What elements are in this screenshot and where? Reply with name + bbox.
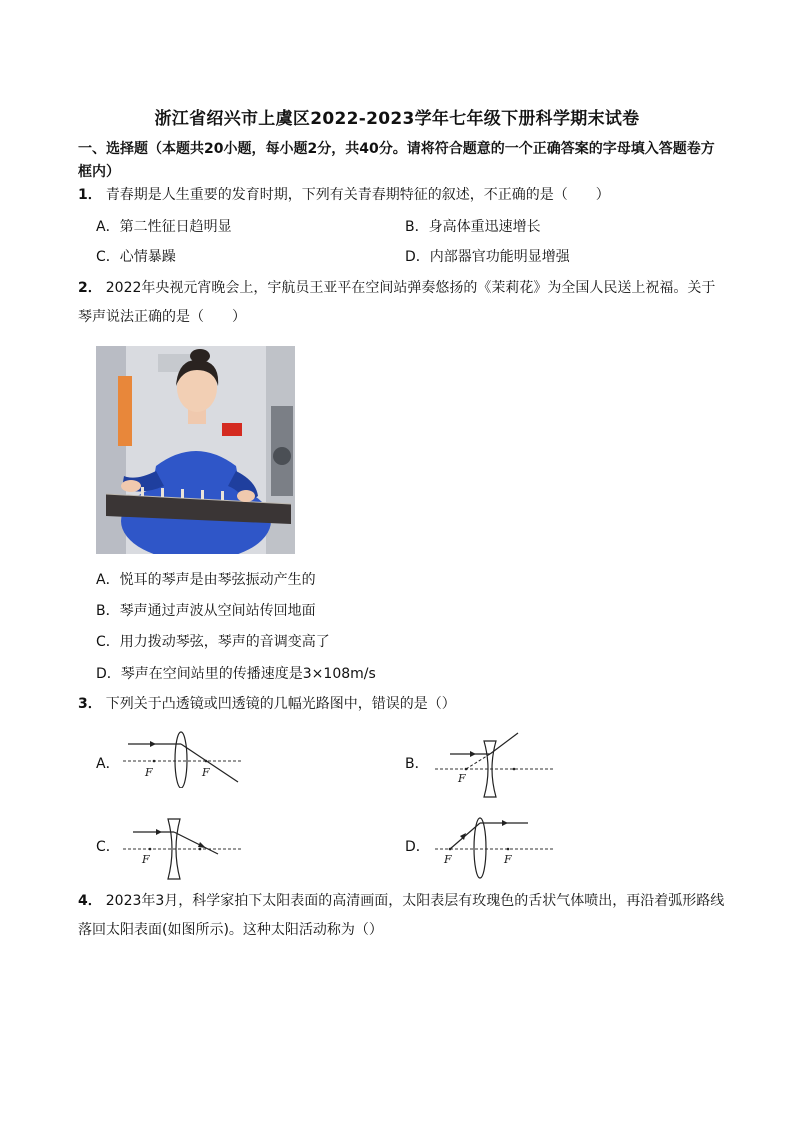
diagram-a-convex-lens: [118, 728, 248, 792]
q2-option-a[interactable]: A．悦耳的琴声是由琴弦振动产生的: [96, 572, 316, 588]
diagram-b-concave-lens: [430, 728, 560, 802]
q3-option-b[interactable]: B．: [405, 756, 429, 772]
q1-option-b[interactable]: B．身高体重迅速增长: [405, 219, 541, 235]
question-stem: 下列关于凸透镜或凹透镜的几幅光路图中，错误的是（）: [105, 696, 456, 712]
question-number: 1．: [78, 187, 102, 203]
q1-option-a[interactable]: A．第二性征日趋明显: [96, 219, 232, 235]
q2-option-c[interactable]: C．用力拨动琴弦，琴声的音调变高了: [96, 634, 330, 650]
q1-option-d[interactable]: D．内部器官功能明显增强: [405, 249, 570, 265]
svg-text:F: F: [458, 772, 466, 785]
question-1: [78, 181, 728, 210]
q3-option-d[interactable]: D．: [405, 839, 430, 855]
question-stem: 青春期是人生重要的发育时期，下列有关青春期特征的叙述，不正确的是（ ）: [105, 187, 610, 203]
question-3: [78, 690, 728, 719]
svg-text:F: F: [145, 766, 153, 779]
section-heading: 一、选择题（本题共20小题，每小题2分，共40分。请将符合题意的一个正确答案的字母填入答题卷方框内）: [78, 141, 715, 180]
q1-option-c[interactable]: C．心情暴躁: [96, 249, 176, 265]
question-2: [78, 274, 728, 332]
question-stem: 2023年3月，科学家拍下太阳表面的高清画面，太阳表层有玫瑰色的舌状气体喷出，再沿着弧形路线落回太阳表面(如图所示)。这种太阳活动称为（）: [78, 893, 725, 938]
q3-option-c[interactable]: C．: [96, 839, 120, 855]
svg-text:F: F: [444, 853, 452, 866]
diagram-d-convex-lens: [430, 812, 560, 884]
astronaut-guzheng-photo: [96, 346, 295, 554]
q3-option-a[interactable]: A．: [96, 756, 120, 772]
q2-option-d[interactable]: D．琴声在空间站里的传播速度是3×108m/s: [96, 666, 376, 682]
question-number: 2．: [78, 280, 102, 296]
question-4: [78, 887, 728, 945]
question-number: 4．: [78, 893, 102, 909]
exam-title: 浙江省绍兴市上虞区2022-2023学年七年级下册科学期末试卷: [154, 109, 640, 129]
svg-text:F: F: [504, 853, 512, 866]
question-stem: 2022年央视元宵晚会上，宇航员王亚平在空间站弹奏悠扬的《茉莉花》为全国人民送上祝福。关于琴声说法正确的是（ ）: [78, 280, 716, 325]
svg-text:F: F: [202, 766, 210, 779]
question-number: 3．: [78, 696, 102, 712]
diagram-c-concave-lens: [118, 816, 248, 884]
svg-text:F: F: [142, 853, 150, 866]
q2-option-b[interactable]: B．琴声通过声波从空间站传回地面: [96, 603, 316, 619]
